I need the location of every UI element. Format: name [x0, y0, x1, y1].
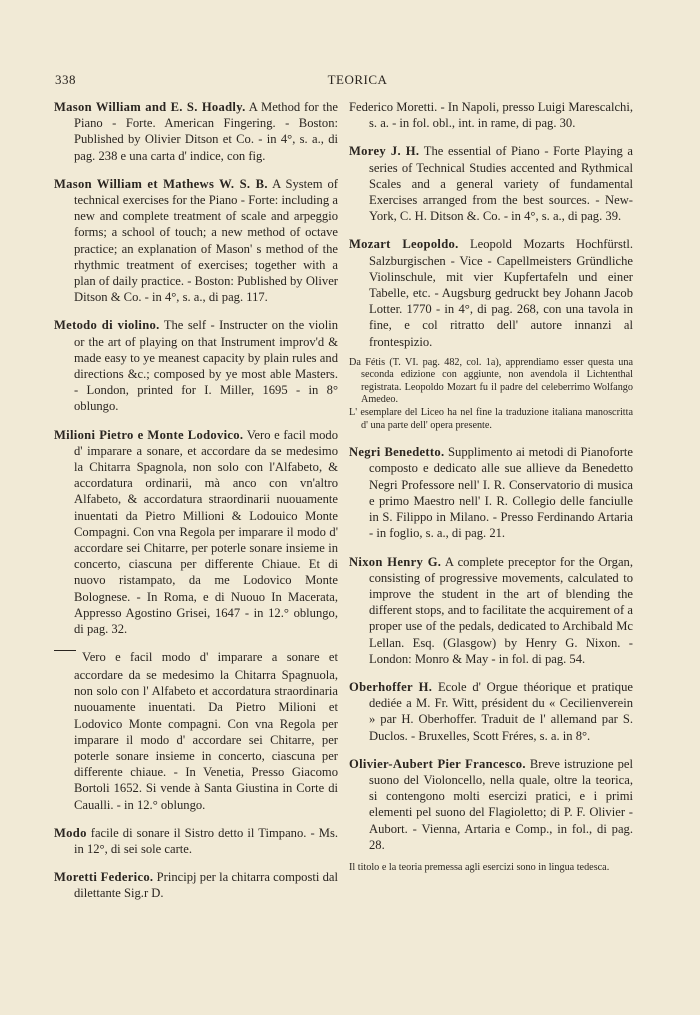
bibliography-entry [349, 143, 633, 224]
bibliography-entry [54, 176, 338, 306]
page-number: 338 [55, 72, 76, 87]
bibliography-entry [54, 869, 338, 901]
entry-text: Breve istruzione pel suono del Violoncello, nella quale, oltre la teorica, si contengono molti esercizi pratici, e i primi elementi pel suono del Flagioletto; di P. F. Olivier - Aubort. - Vienna, Artaria e Comp., in fol., di pag. 28. [369, 756, 633, 852]
entry-text: A Method for the Piano - Forte. American Fingering. - Boston: Published by Olivier Ditson et Co. - in 4°, s. a., di pag. 238 e una carta d' indice, con fig. [74, 100, 338, 163]
bibliography-entry [349, 444, 633, 541]
bibliography-entry [54, 317, 338, 414]
entry-heading: Mason William et Mathews W. S. B. [54, 176, 268, 191]
bibliography-entry [54, 825, 338, 857]
entry-heading: Metodo di violino. [54, 318, 160, 333]
left-column [54, 99, 338, 914]
entry-text: Supplimento ai metodi di Pianoforte composto e dedicato alle sue allieve da Benedetto Negri Professore nell' I. R. Conservatorio di musica e primo Maestro nell' I. R. Collegio delle fanciulle in S. Filippo in Milano. - Presso Ferdinando Artaria - in foglio, s. a., di pag. 21. [369, 445, 633, 541]
entry-text: Federico Moretti. - In Napoli, presso Luigi Marescalchi, s. a. - in fol. obl., int. in rame, di pag. 30. [349, 100, 633, 131]
entry-heading: Negri Benedetto. [349, 445, 445, 460]
entry-heading: Milioni Pietro e Monte Lodovico. [54, 427, 244, 442]
entry-heading: Olivier-Aubert Pier Francesco. [349, 756, 526, 771]
footnote: Da Fétis (T. VI. pag. 482, col. 1a), apprendiamo esser questa una seconda edizione con aggiunte, non avendola il Lichtenthal registrata. Leopoldo Mozart fu il padre del celeberrimo Wolfango Amedeo. [349, 356, 633, 406]
entry-heading: Moretti Federico. [54, 870, 154, 885]
footnote: Il titolo e la teoria premessa agli esercizi sono in lingua tedesca. [349, 861, 610, 873]
entry-text: A System of technical exercises for the Piano - Forte: including a new and complete treatment of scale and arpeggio forms; a school of touch; a new method of octave practice; an explanation of Mason' s method of the rhythmic treatment of exercises; together with a plan of daily practice. - Boston: Published by Oliver Ditson & Co. - in 4°, s. a., di pag. 117. [74, 176, 338, 305]
bibliography-entry [54, 99, 338, 164]
entry-heading: Nixon Henry G. [349, 554, 442, 569]
bibliography-entry [349, 679, 633, 744]
entry-text: Vero e facil modo d' imparare a sonare et accordare da se medesimo la Chitarra Spagnuola, non solo con l' Alfabeto et accordatura straordinaria nuouamente inuentati. Da Pietro Milioni et Lodovico Monte compagni. Con vna Regola per imparare il modo d' accordare sei Chitarre, per poterle sonare insieme in concerto, ciascuna per differente chiaue. - In Venetia, Presso Giacomo Bortoli 1652. Si vende à Santa Giustina in Corte di Caualli. - in 12.° oblungo. [74, 650, 338, 812]
footnote-group [349, 862, 633, 874]
entry-text: Ecole d' Orgue théorique et pratique dediée a M. Fr. Witt, président du « Cecilienverein » par H. Oberhoffer. Traduit de l' allemand par S. Duclos. - Bruxelles, Scott Fréres, s. a. in 8°. [369, 679, 633, 743]
entry-text: Vero e facil modo d' imparare a sonare, et accordare da se medesimo la Chitarra Spagnola, non solo con l'Alfabeto, & accordatura ordinarii, mà anco con vn'altro Alfabeto, & accordatura straordinarii nuouamente inuentati da Pietro Millioni & Lodouico Monte Compagni. Con vna Regola per imparare il modo d' accordare sei Chitarre, per poterle sonare insieme in concerto, ciascuna per differente Chiaue. Et di nuovo ristampato, da me Lodovico Monte Bolognese. - In Roma, e di Nuouo In Macerata, Appresso Agostino Grisei, 1647 - in 12.° oblungo, di pag. 32. [74, 427, 339, 637]
bibliography-entry [349, 99, 633, 131]
bibliography-entry [349, 554, 633, 667]
ditto-dash [54, 650, 76, 667]
entry-heading: Mason William and E. S. Hoadly. [54, 100, 246, 114]
right-column [349, 99, 633, 886]
bibliography-entry [349, 236, 633, 349]
entry-heading: Mozart Leopoldo. [349, 237, 459, 252]
running-title: TEORICA [327, 72, 388, 87]
page-header [55, 72, 660, 90]
entry-text: Leopold Mozarts Hochfürstl. Salzburgischen - Vice - Capellmeisters Gründliche Violinschule, mit vier Kupfertafeln und einer Tabelle, etc. - Augsburg gedruckt bey Johann Jacob Lotter. 1770 - in 4°, di pag. 268, con una tavola in fine, e col ritratto dell' autore innanzi al frontespizio. [369, 237, 633, 349]
entry-text: The essential of Piano - Forte Playing a series of Technical Studies accented and Rythmical Scales and a general variety of fundamental Exercises arranged from the best sources. - New-York, C. H. Ditson &. Co. - in 4°, s. a., di pag. 39. [369, 144, 634, 224]
entry-text: Principj per la chitarra composti dal dilettante Sig.r D. [74, 870, 338, 901]
bibliography-entry [54, 649, 338, 813]
entry-heading: Modo [54, 825, 87, 840]
entry-text: A complete preceptor for the Organ, consisting of progressive movements, calculated to improve the student in the art of blending the different stops, and to facilitate the acquirement of a proper use of the pedals, dedicated to Archibald Mc Lellan. Esq. (Glasgow) by Henry G. Nixon. - London: Monro & May - in fol. di pag. 54. [369, 554, 633, 666]
entry-text: The self - Instructer on the violin or the art of playing on that Instrument improv'd & made easy to ye meanest capacity by plain rules and directions &c.; composed by ye most able Masters. - London, printed for I. Miller, 1695 - in 8° oblungo. [74, 318, 339, 414]
footnote-group [349, 357, 633, 432]
bibliography-entry [54, 427, 338, 638]
footnote: L' esemplare del Liceo ha nel fine la traduzione italiana manoscritta d' una parte dell' opera presente. [349, 407, 633, 431]
entry-text: facile di sonare il Sistro detto il Timpano. - Ms. in 12°, di sei sole carte. [74, 825, 338, 857]
bibliography-entry [349, 756, 633, 853]
entry-heading: Morey J. H. [349, 144, 420, 159]
entry-heading: Oberhoffer H. [349, 679, 433, 694]
